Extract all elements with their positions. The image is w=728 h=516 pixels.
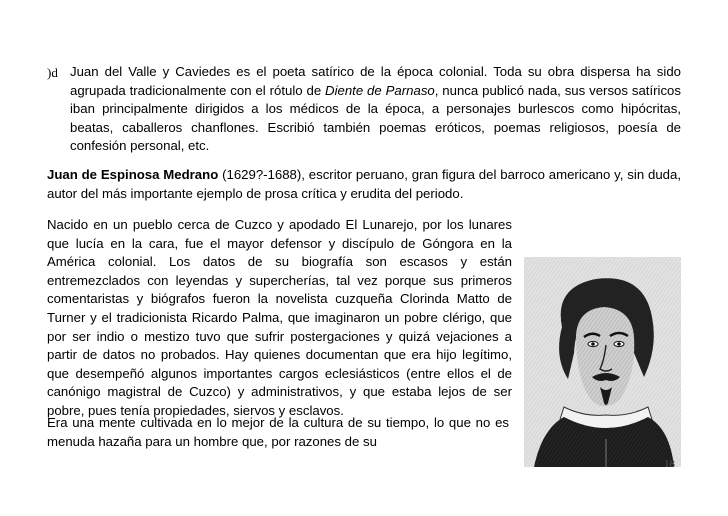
page-number: 18	[664, 458, 675, 470]
paragraph-intro: Juan de Espinosa Medrano (1629?-1688), escritor peruano, gran figura del barroco americano y, sin duda, autor del más importante ejemplo de prosa crítica y erudita del periodo.	[47, 167, 681, 201]
portrait-image	[524, 257, 681, 467]
portrait-engraving	[524, 257, 681, 467]
bullet-text: Juan del Valle y Caviedes es el poeta satírico de la época colonial. Toda su obra dispersa ha sido agrupada tradicionalmente con el rótulo de Diente de Parnaso, nunca publicó nada, sus versos satíricos iban principalmente dirigidos a los médicos de la época, a personajes burlescos como hipócritas, beatas, caballeros chanflones. Escribió también poemas eróticos, poemas religiosos, poesía de confesión personal, etc.	[70, 64, 681, 154]
bullet-marker: )d	[47, 65, 58, 80]
paragraph-biography: Nacido en un pueblo cerca de Cuzco y apodado El Lunarejo, por los lunares que lucía en la cara, fue el mayor defensor y discípulo de Góngora en la América colonial. Los datos de su biografía son escasos y están entremezclados con leyendas y supercherías, tal vez porque sus primeros comentaristas y biógrafos fueron la novelista cuzqueña Clorinda Matto de Turner y el tradicionista Ricardo Palma, que imaginaron un pobre clérigo, que por ser indio o mestizo tuvo que sufrir postergaciones y quizá vejaciones a partir de datos no probados. Hay quienes documentan que era hijo legítimo, que desempeñó algunos importantes cargos eclesiásticos (entre ellos el de canónigo magistral de Cuzco) y administrativos, y que estaba lejos de ser pobre, pues tenía propiedades, siervos y esclavos.	[47, 216, 681, 461]
author-name: Juan de Espinosa Medrano	[47, 167, 219, 182]
bullet-paragraph	[47, 63, 681, 156]
paragraph-culture: Era una mente cultivada en lo mejor de la cultura de su tiempo, lo que no es menuda hazaña para un hombre que, por razones de su	[47, 415, 509, 449]
work-title: Diente de Parnaso	[325, 82, 435, 98]
